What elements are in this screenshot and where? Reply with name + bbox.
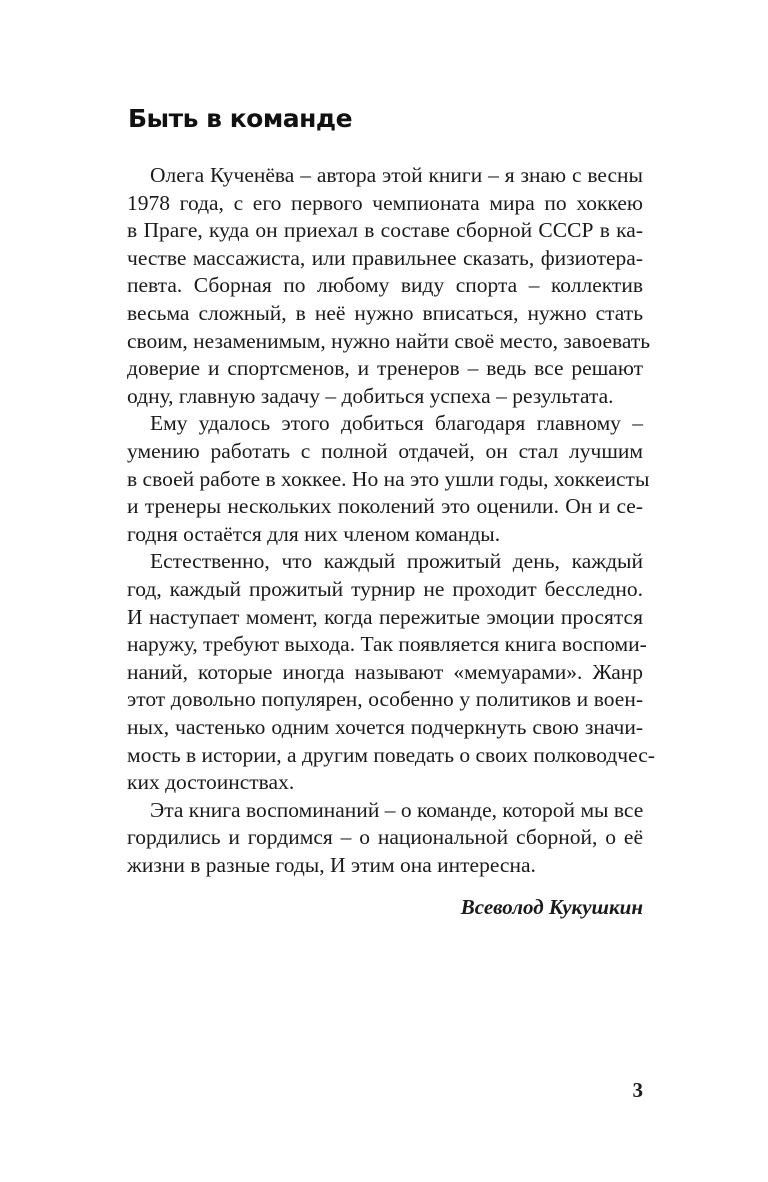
page-number: 3 bbox=[632, 1078, 643, 1102]
text-line: Ему удалось этого добиться благодаря главному – bbox=[150, 411, 643, 436]
chapter-title: Быть в команде bbox=[128, 104, 353, 133]
text-line: Эта книга воспоминаний – о команде, которой мы все bbox=[150, 797, 644, 822]
text-line: весьма сложный, в неё нужно вписаться, нужно стать bbox=[127, 301, 643, 325]
text-line: 1978 года, с его первого чемпионата мира по хоккею bbox=[127, 190, 643, 215]
text-line: в своей работе в хоккее. Но на это ушли годы, хоккеисты bbox=[127, 466, 650, 491]
text-line: умению работать с полной отдачей, он стал лучшим bbox=[127, 439, 643, 463]
text-line: Олега Кученёва – автора этой книги – я знаю с весны bbox=[150, 163, 643, 187]
text-line: в Праге, куда он приехал в составе сборной СССР в ка- bbox=[127, 218, 643, 243]
text-line: мость в истории, а другим поведать о своих полководчес- bbox=[127, 742, 655, 767]
text-line: одну, главную задачу – добиться успеха – результата. bbox=[127, 383, 614, 408]
text-line: год, каждый прожитый турнир не проходит бесследно. bbox=[127, 577, 643, 601]
author-signature: Всеволод Кукушкин bbox=[460, 895, 643, 919]
text-line: честве массажиста, или правильнее сказать, физиотера- bbox=[127, 245, 643, 270]
text-line: своим, незаменимым, нужно найти своё место, завоевать bbox=[127, 328, 651, 353]
text-line: жизни в разные годы, И этим она интересна. bbox=[127, 853, 536, 877]
text-line: ных, частенько одним хочется подчеркнуть свою значи- bbox=[127, 715, 643, 739]
text-line: наний, которые иногда называют «мемуарами». Жанр bbox=[127, 659, 643, 684]
text-line: доверие и спортсменов, и тренеров – ведь все решают bbox=[127, 356, 643, 381]
text-line: этот довольно популярен, особенно у политиков и воен- bbox=[127, 687, 643, 712]
text-line: Естественно, что каждый прожитый день, каждый bbox=[150, 549, 643, 574]
text-line: певта. Сборная по любому виду спорта – коллектив bbox=[127, 273, 643, 298]
text-line: И наступает момент, когда пережитые эмоции просятся bbox=[127, 604, 643, 629]
text-line: и тренеры нескольких поколений это оценили. Он и се- bbox=[127, 494, 643, 519]
text-line: наружу, требуют выхода. Так появляется книга воспоми- bbox=[127, 632, 647, 657]
text-line: годня остаётся для них членом команды. bbox=[127, 521, 501, 546]
text-line: ких достоинствах. bbox=[127, 770, 295, 795]
text-line: гордились и гордимся – о национальной сборной, о её bbox=[127, 825, 643, 850]
